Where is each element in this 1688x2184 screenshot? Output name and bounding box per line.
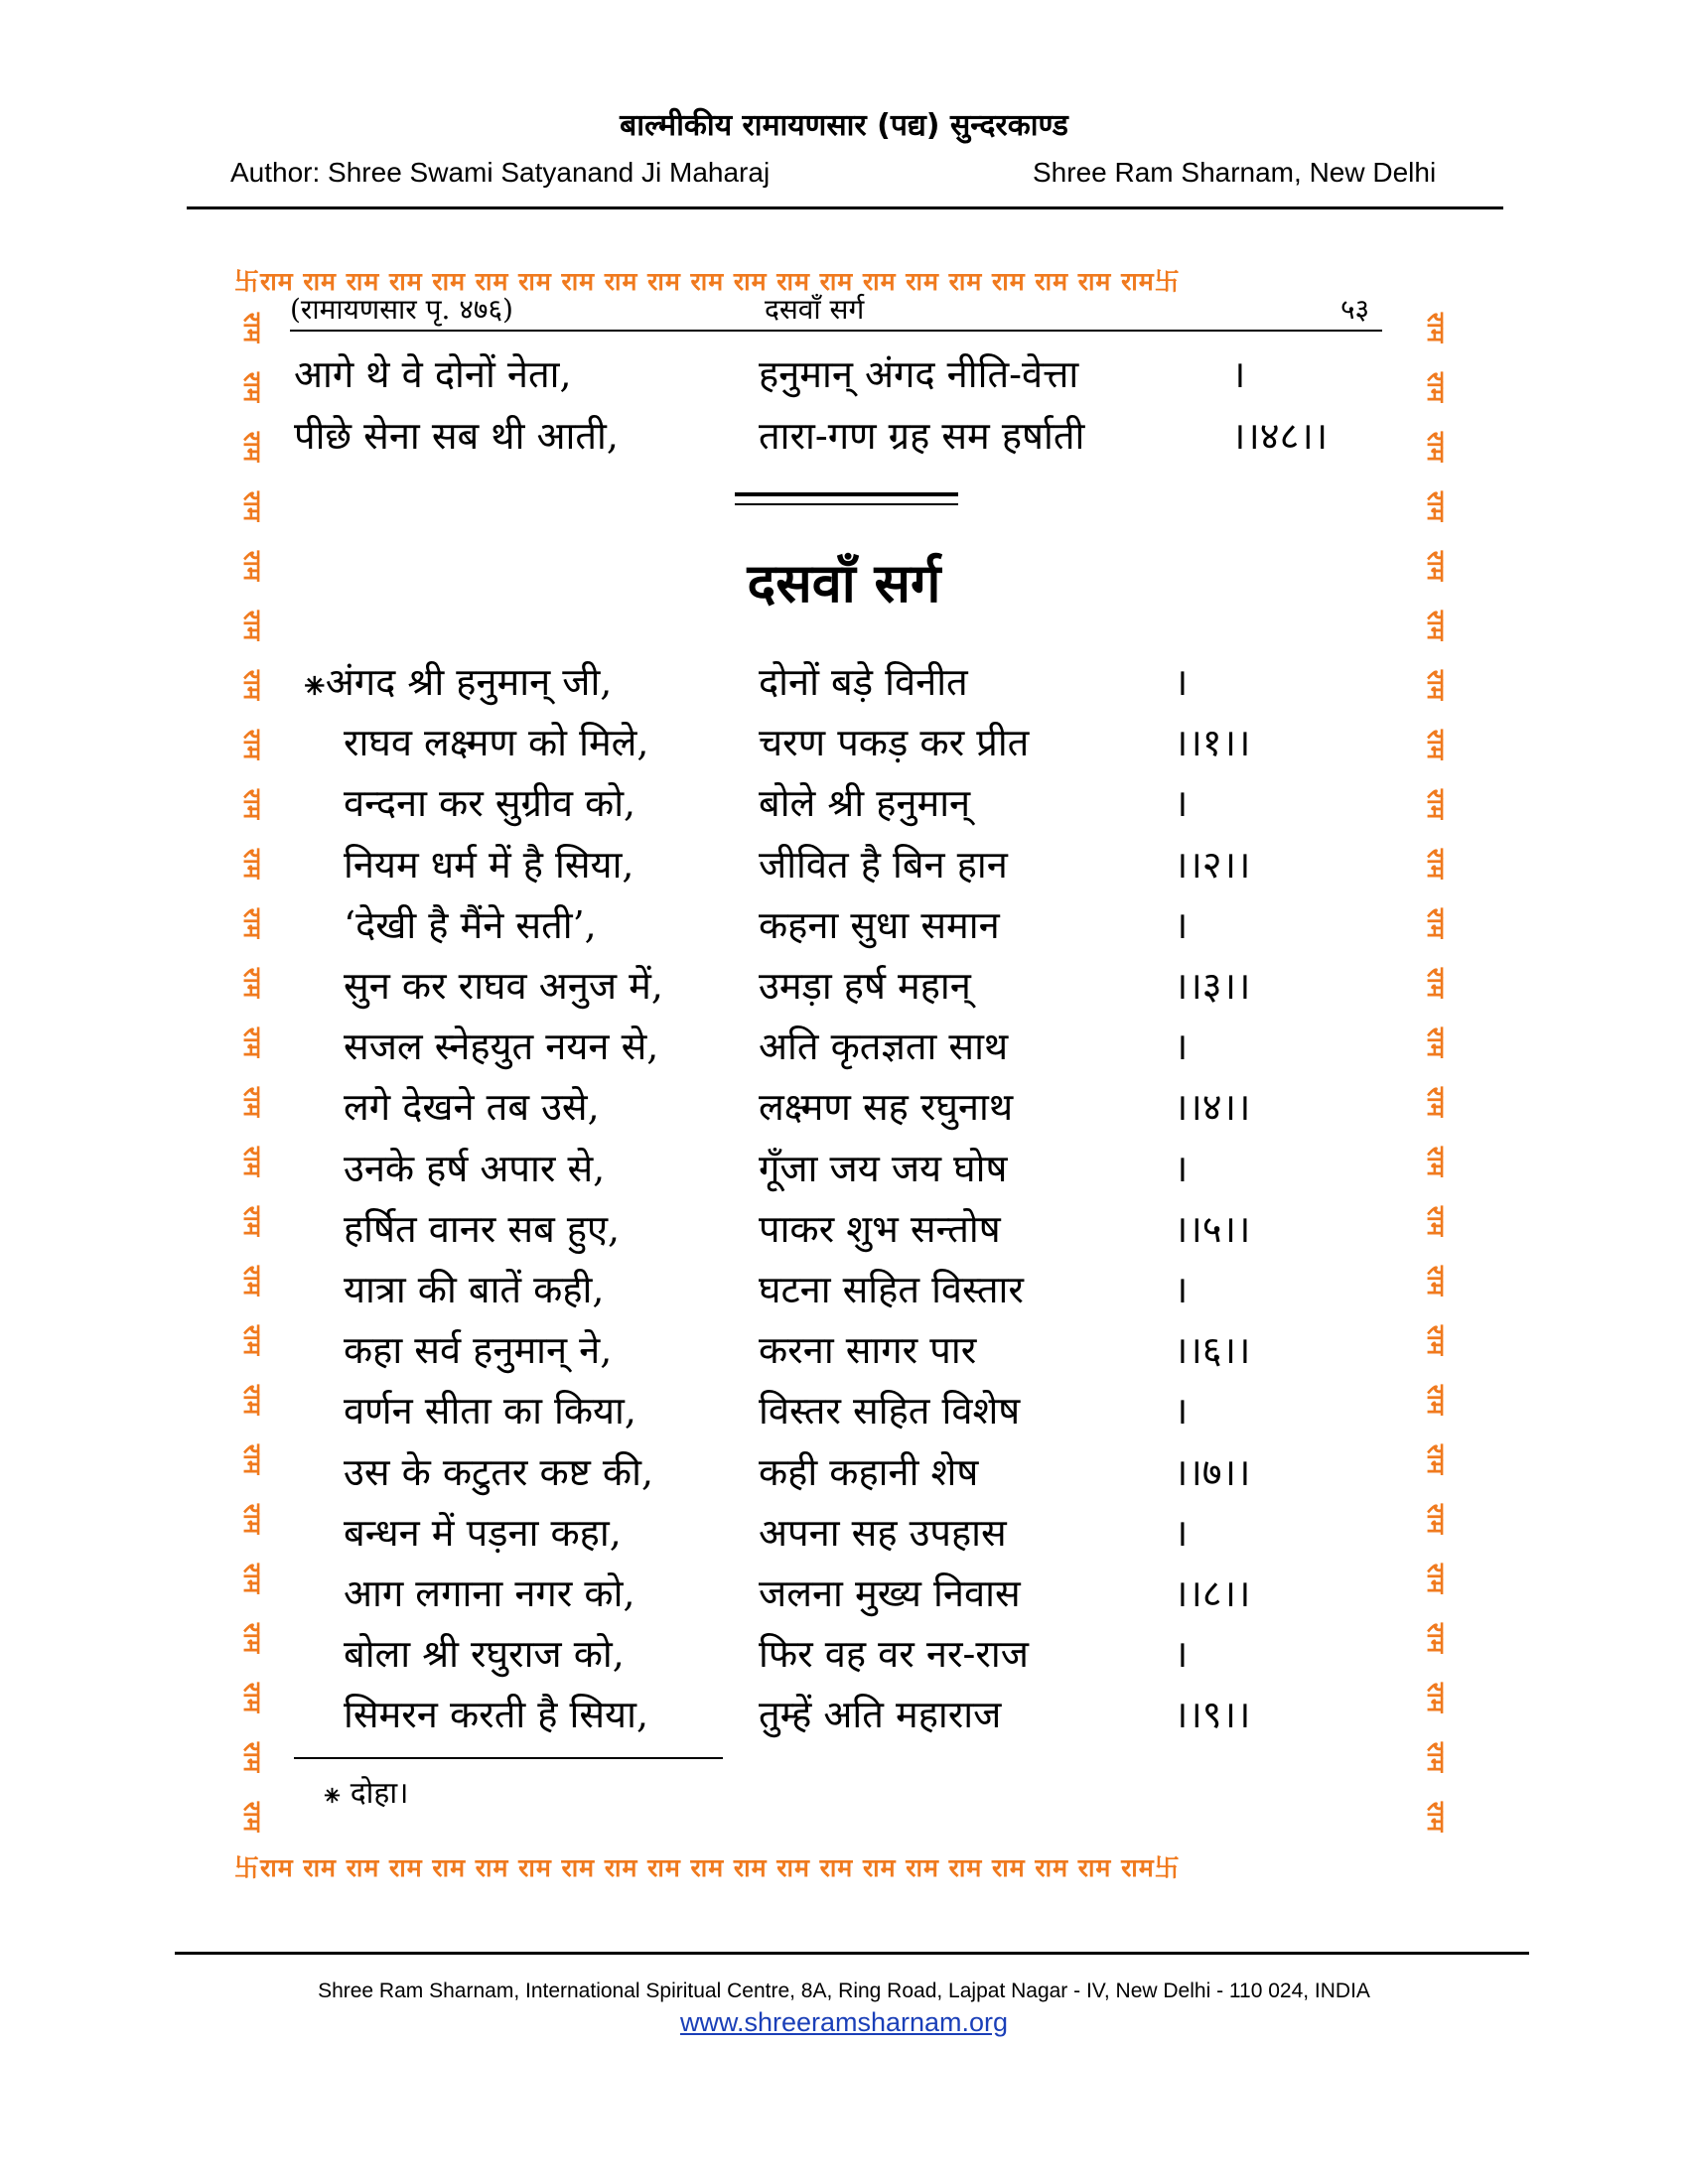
verse-second-half: तुम्हें अति महाराज	[759, 1693, 1002, 1737]
verse-first-half: कहा सर्व हनुमान् ने,	[344, 1328, 613, 1373]
verse-number: ।।५।।	[1174, 1206, 1251, 1251]
verse-first-half: ‘देखी है मैंने सती’,	[344, 902, 597, 947]
page-header-divider	[290, 330, 1382, 332]
verse-second-half: करना सागर पार	[759, 1328, 977, 1373]
ram-glyph: राम	[1422, 1443, 1450, 1475]
ram-glyph: राम	[238, 848, 266, 880]
verse-number: ।।४।।	[1174, 1085, 1251, 1130]
ram-glyph: राम	[238, 1443, 266, 1475]
ram-glyph: राम	[238, 788, 266, 820]
ram-glyph: राम	[238, 967, 266, 999]
author-line: Author: Shree Swami Satyanand Ji Maharaj	[230, 157, 771, 188]
ram-glyph: राम	[238, 907, 266, 939]
verse-first-half: वन्दना कर सुग्रीव को,	[344, 781, 636, 826]
verse-number: ।।३।।	[1174, 964, 1251, 1008]
ram-glyph: राम	[1422, 1146, 1450, 1177]
verse-second-half: कही कहानी शेष	[759, 1449, 979, 1494]
ram-glyph: राम	[1422, 371, 1450, 403]
verse-number: ।।१।।	[1174, 721, 1251, 765]
footer-divider	[175, 1952, 1529, 1955]
ram-glyph: राम	[238, 669, 266, 701]
ram-glyph: राम	[1422, 431, 1450, 463]
ram-border-bottom: 卐राम राम राम राम राम राम राम राम राम राम राम राम राम राम राम राम राम राम राम राम राम卐	[234, 1853, 1181, 1882]
ram-glyph: राम	[1422, 1503, 1450, 1535]
verse-first-half: उनके हर्ष अपार से,	[344, 1146, 606, 1190]
ram-glyph: राम	[238, 490, 266, 522]
verse-second-half: दोनों बड़े विनीत	[759, 660, 968, 704]
chapter-title: दसवाँ सर्ग	[747, 551, 941, 614]
verse-number: ।।९।।	[1174, 1693, 1251, 1737]
verse-first-half: नियम धर्म में है सिया,	[344, 842, 634, 887]
ram-glyph: राम	[1422, 1026, 1450, 1058]
verse-second-half: बोले श्री हनुमान्	[759, 781, 971, 826]
verse-second-half: अति कृतज्ञता साथ	[759, 1024, 1009, 1069]
header-divider	[187, 206, 1503, 209]
ram-glyph: राम	[238, 431, 266, 463]
ram-glyph: राम	[1422, 967, 1450, 999]
verse-number: ।	[1231, 352, 1246, 396]
verse-first-half: पीछे सेना सब थी आती,	[294, 414, 619, 458]
ram-glyph: राम	[238, 312, 266, 343]
verse-second-half: कहना सुधा समान	[759, 902, 1000, 947]
verse-second-half: लक्ष्मण सह रघुनाथ	[759, 1085, 1014, 1130]
verse-number: ।	[1174, 660, 1189, 704]
verse-second-half: तारा-गण ग्रह सम हर्षाती	[759, 414, 1085, 458]
ram-glyph: राम	[238, 1801, 266, 1833]
organization-line: Shree Ram Sharnam, New Delhi	[1033, 157, 1437, 188]
verse-number: ।	[1174, 1632, 1189, 1677]
ram-glyph: राम	[1422, 1563, 1450, 1594]
ram-glyph: राम	[238, 1086, 266, 1118]
ram-border-top: 卐राम राम राम राम राम राम राम राम राम राम राम राम राम राम राम राम राम राम राम राम राम卐	[234, 267, 1181, 296]
ram-glyph: राम	[238, 1503, 266, 1535]
verse-number: ।।२।।	[1174, 842, 1251, 887]
ram-border-right	[1418, 298, 1454, 1846]
chapter-divider	[735, 492, 958, 496]
ram-border-left	[234, 298, 270, 1846]
verse-second-half: गूँजा जय जय घोष	[759, 1146, 1008, 1190]
ram-glyph: राम	[238, 1205, 266, 1237]
verse-first-half: हर्षित वानर सब हुए,	[344, 1206, 621, 1251]
ram-glyph: राम	[1422, 1801, 1450, 1833]
ram-glyph: राम	[1422, 610, 1450, 641]
verse-second-half: हनुमान् अंगद नीति-वेत्ता	[759, 352, 1079, 396]
ram-glyph: राम	[238, 1384, 266, 1416]
verse-number: ।	[1174, 1146, 1189, 1190]
verse-second-half: जीवित है बिन हान	[759, 842, 1008, 887]
ram-glyph: राम	[1422, 848, 1450, 880]
website-link[interactable]: www.shreeramsharnam.org	[679, 2007, 1009, 2037]
ram-glyph: राम	[1422, 1622, 1450, 1654]
verse-first-half: सिमरन करती है सिया,	[344, 1693, 649, 1737]
ram-glyph: राम	[238, 1265, 266, 1297]
ram-glyph: राम	[238, 550, 266, 582]
document-title: बाल्मीकीय रामायणसार (पद्य) सुन्दरकाण्ड	[620, 108, 1068, 143]
verse-number: ।	[1174, 1389, 1189, 1433]
verse-first-half: वर्णन सीता का किया,	[344, 1389, 636, 1433]
ram-glyph: राम	[1422, 669, 1450, 701]
verse-number: ।	[1174, 781, 1189, 826]
verse-first-half: सुन कर राघव अनुज में,	[344, 964, 663, 1008]
ram-glyph: राम	[238, 1622, 266, 1654]
ram-glyph: राम	[1422, 1324, 1450, 1356]
verse-number: ।	[1174, 1268, 1189, 1311]
chapter-divider-thin	[735, 503, 958, 505]
ram-glyph: राम	[1422, 729, 1450, 760]
verse-second-half: घटना सहित विस्तार	[759, 1268, 1024, 1311]
verse-first-half: राघव लक्ष्मण को मिले,	[344, 721, 649, 765]
ram-glyph: राम	[238, 1682, 266, 1713]
verse-number: ।	[1174, 1510, 1189, 1555]
ram-glyph: राम	[1422, 1086, 1450, 1118]
verse-number: ।।७।।	[1174, 1449, 1251, 1494]
verse-first-half: उस के कटुतर कष्ट की,	[344, 1449, 654, 1494]
ram-glyph: राम	[238, 1146, 266, 1177]
ram-glyph: राम	[1422, 788, 1450, 820]
ram-glyph: राम	[238, 371, 266, 403]
verse-number: ।।६।।	[1174, 1328, 1251, 1373]
verse-first-half: सजल स्नेहयुत नयन से,	[344, 1024, 659, 1069]
ram-glyph: राम	[1422, 490, 1450, 522]
running-heading: दसवाँ सर्ग	[765, 293, 865, 326]
ram-glyph: राम	[238, 1741, 266, 1773]
ram-glyph: राम	[1422, 907, 1450, 939]
verse-number: ।।८।।	[1174, 1571, 1251, 1615]
verse-second-half: उमड़ा हर्ष महान्	[759, 964, 971, 1008]
verse-first-half: लगे देखने तब उसे,	[344, 1085, 600, 1130]
ram-glyph: राम	[1422, 312, 1450, 343]
verse-second-half: विस्तर सहित विशेष	[759, 1389, 1021, 1433]
verse-second-half: चरण पकड़ कर प्रीत	[759, 721, 1030, 765]
page-number: ५३	[1340, 293, 1370, 326]
verse-first-half: आग लगाना नगर को,	[344, 1571, 635, 1615]
verse-first-half: ⁕अंगद श्री हनुमान् जी,	[304, 660, 613, 704]
verse-first-half: आगे थे वे दोनों नेता,	[294, 352, 572, 396]
verse-second-half: जलना मुख्य निवास	[759, 1571, 1021, 1615]
verse-second-half: अपना सह उपहास	[759, 1510, 1007, 1555]
verse-number: ।।४८।।	[1231, 414, 1329, 458]
verse-first-half: बन्धन में पड़ना कहा,	[344, 1510, 622, 1555]
ram-glyph: राम	[1422, 1265, 1450, 1297]
ram-glyph: राम	[238, 610, 266, 641]
ram-glyph: राम	[1422, 550, 1450, 582]
verse-first-half: यात्रा की बातें कही,	[344, 1268, 605, 1311]
ram-glyph: राम	[238, 729, 266, 760]
verse-second-half: फिर वह वर नर-राज	[759, 1632, 1029, 1677]
footnote: ⁕ दोहा।	[324, 1776, 409, 1811]
ram-glyph: राम	[238, 1324, 266, 1356]
ram-glyph: राम	[1422, 1205, 1450, 1237]
ram-glyph: राम	[238, 1026, 266, 1058]
footer-address: Shree Ram Sharnam, International Spiritual Centre, 8A, Ring Road, Lajpat Nagar - IV, New Delhi - 110 024, INDIA	[318, 1979, 1370, 2002]
ram-glyph: राम	[1422, 1741, 1450, 1773]
ram-glyph: राम	[238, 1563, 266, 1594]
page-reference: (रामायणसार पृ. ४७६)	[290, 293, 513, 326]
footnote-divider	[294, 1757, 723, 1759]
verse-number: ।	[1174, 902, 1189, 947]
verse-first-half: बोला श्री रघुराज को,	[344, 1632, 625, 1677]
ram-glyph: राम	[1422, 1384, 1450, 1416]
verse-number: ।	[1174, 1024, 1189, 1069]
ram-glyph: राम	[1422, 1682, 1450, 1713]
verse-second-half: पाकर शुभ सन्तोष	[759, 1206, 1001, 1251]
